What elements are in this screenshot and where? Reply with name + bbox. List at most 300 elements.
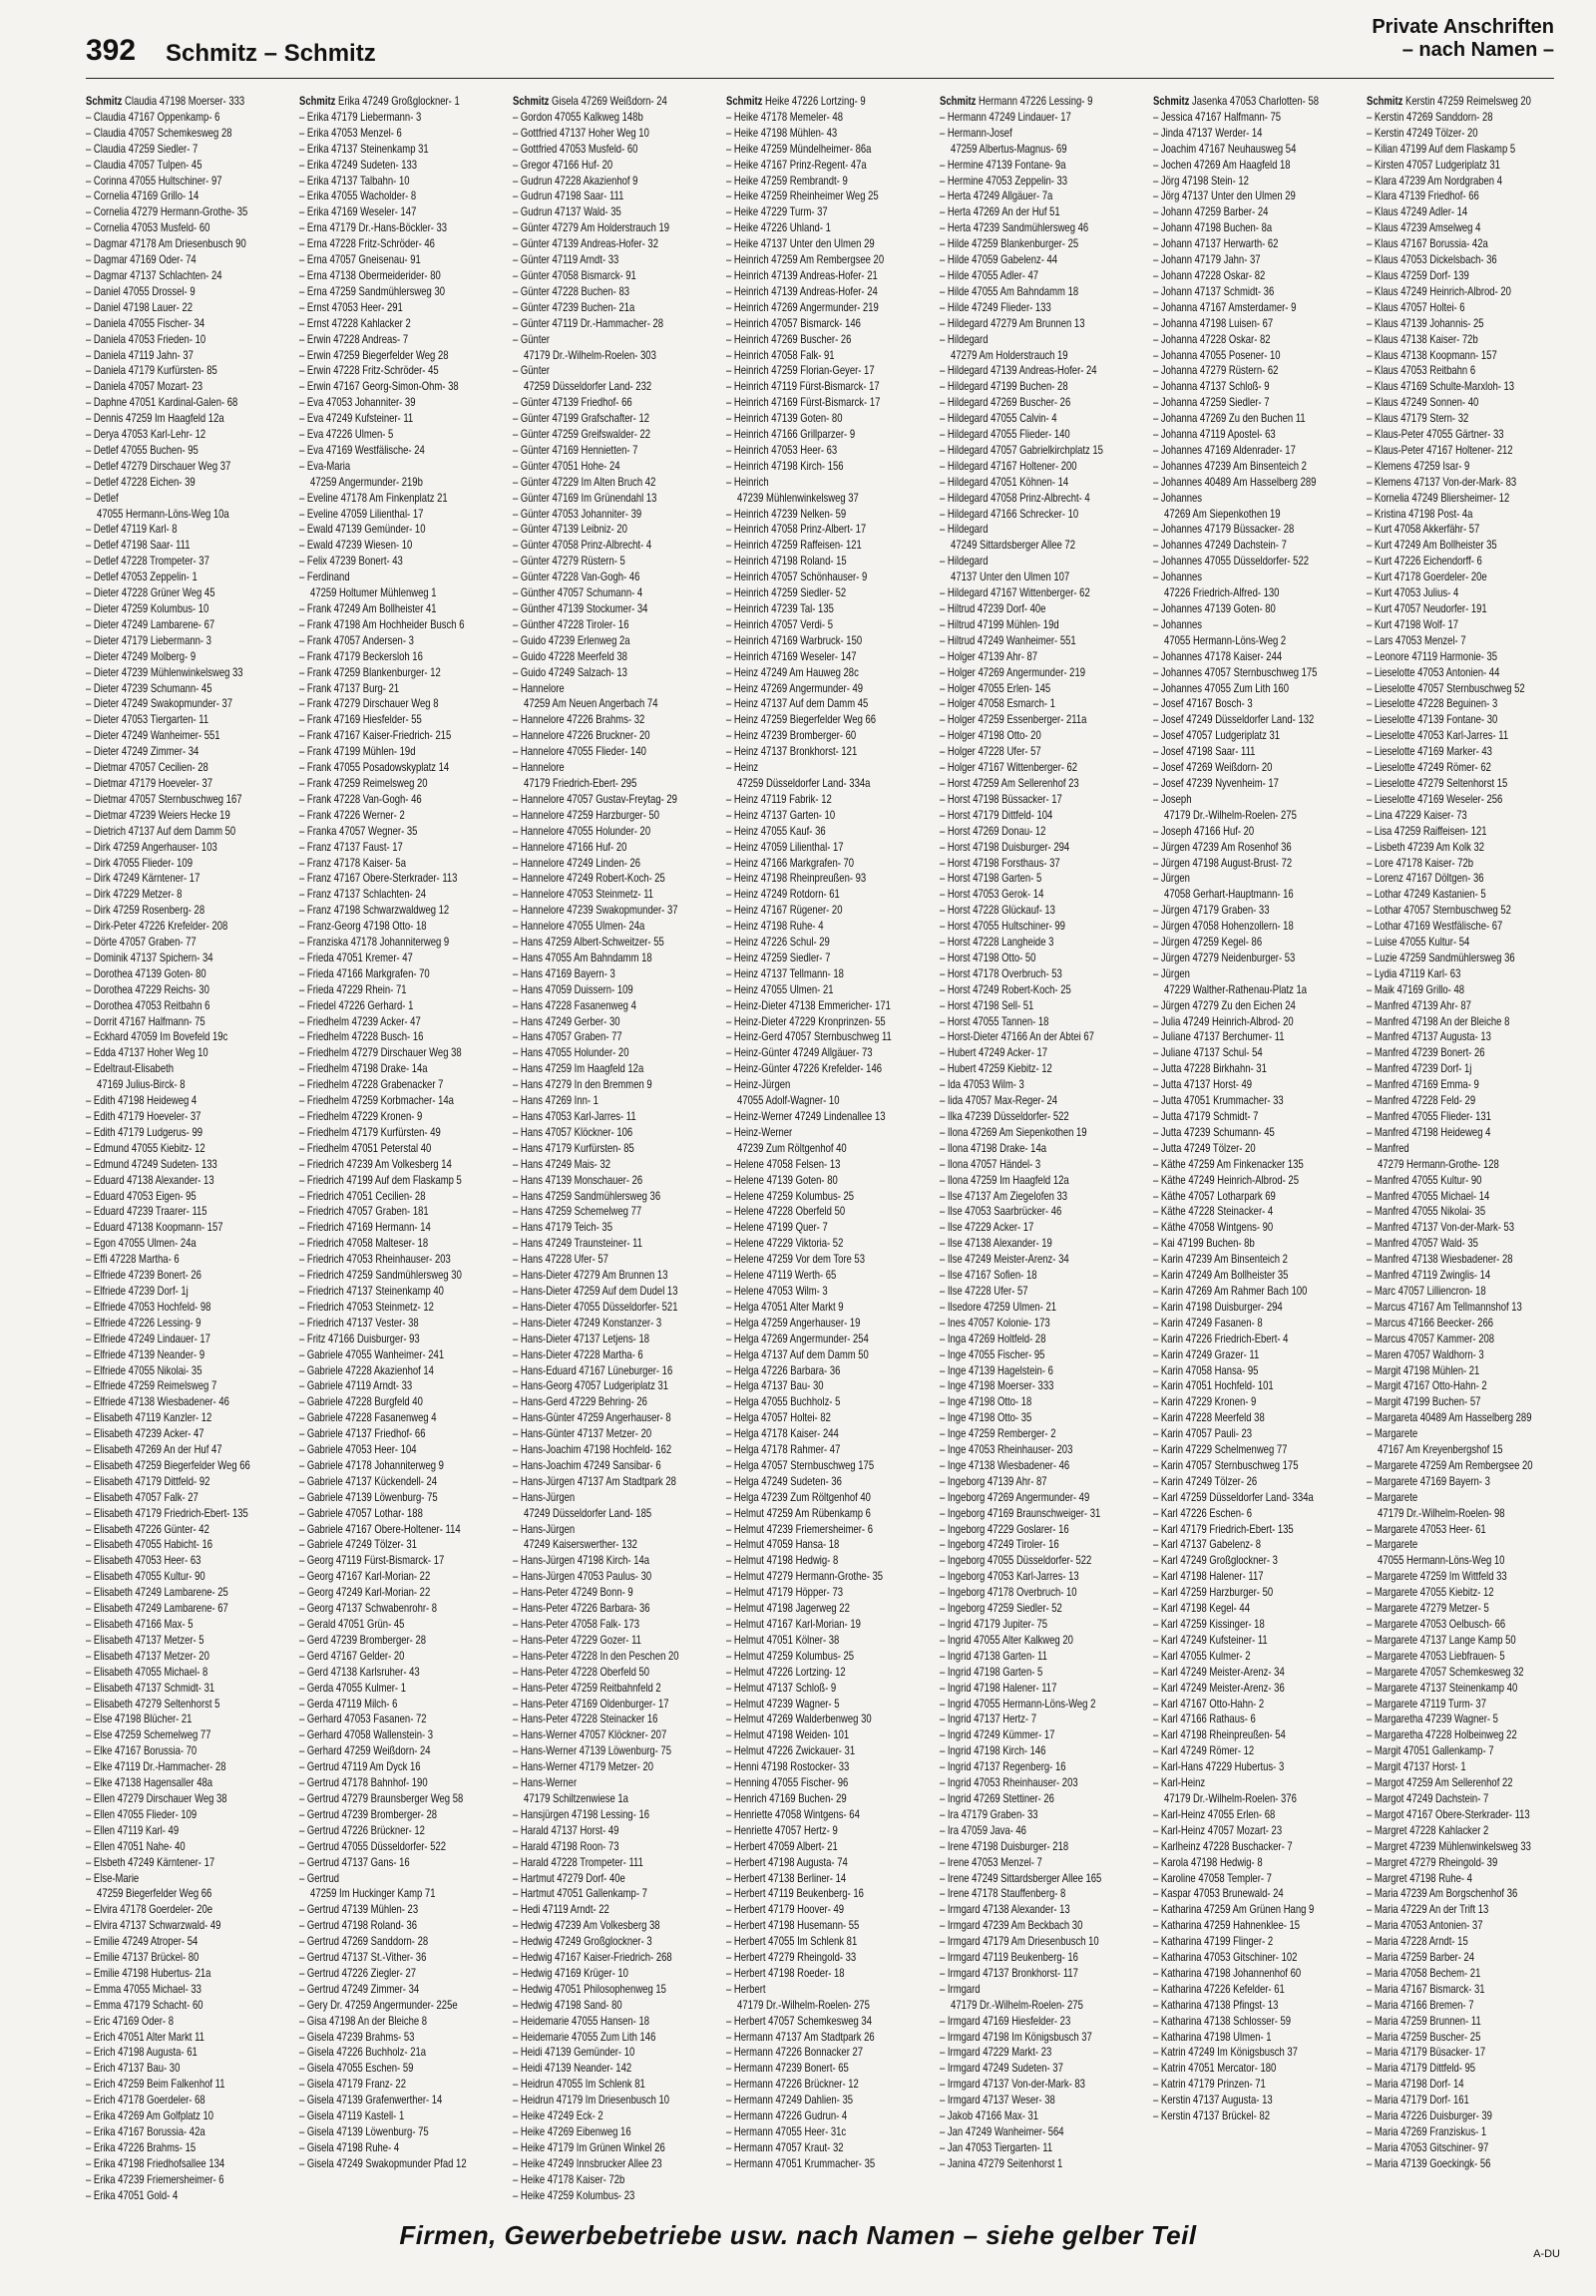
directory-entry xyxy=(726,1125,931,1141)
directory-entry xyxy=(86,1141,290,1157)
directory-entry xyxy=(1153,1934,1358,1950)
entry-text: 47055 Hermann-Löns-Weg 10a xyxy=(97,506,229,521)
directory-entry xyxy=(299,1569,504,1585)
directory-entry xyxy=(1153,903,1358,919)
entry-text: – Manfred 47055 Michael- 14 xyxy=(1367,1188,1490,1203)
entry-text: – Heinrich 47058 Prinz-Albert- 17 xyxy=(726,522,867,537)
directory-entry xyxy=(513,252,717,268)
directory-entry xyxy=(1367,2014,1554,2030)
entry-text: – Maria 47239 Am Borgschenhof 36 xyxy=(1367,1886,1518,1901)
entry-text: – Hans-Peter 47226 Barbara- 36 xyxy=(513,1601,650,1616)
entry-text: – Ingrid 47198 Garten- 5 xyxy=(940,1664,1043,1679)
directory-entry xyxy=(299,617,504,633)
directory-entry xyxy=(299,1998,504,2014)
directory-entry xyxy=(726,808,931,824)
entry-text: – Joseph 47166 Huf- 20 xyxy=(1153,823,1255,838)
entry-text: – Kurt 47058 Akkerfähr- 57 xyxy=(1367,522,1480,537)
directory-entry xyxy=(86,2156,290,2172)
entry-text: – Erich 47051 Alter Markt 11 xyxy=(86,2029,204,2044)
entry-text: – Karin 47269 Am Rahmer Bach 100 xyxy=(1153,1283,1308,1298)
entry-text: – Hermann 47226 Bonnacker 27 xyxy=(726,2045,864,2060)
entry-text: – Georg 47137 Schwabenrohr- 8 xyxy=(299,1601,438,1616)
entry-text: 47179 Dr.-Wilhelm-Roelen- 303 xyxy=(524,347,656,362)
directory-entry xyxy=(1153,236,1358,252)
entry-text: – Ilse 47053 Saarbrücker- 46 xyxy=(940,1204,1062,1219)
entry-text: – Dieter 47249 Zimmer- 34 xyxy=(86,744,200,759)
directory-entry xyxy=(940,1633,1144,1649)
directory-entry xyxy=(513,1966,717,1982)
directory-entry xyxy=(299,856,504,872)
entry-text: – Ingrid 47179 Jupiter- 75 xyxy=(940,1617,1048,1631)
entry-text: – Friedrich 47239 Am Volkesberg 14 xyxy=(299,1156,452,1171)
directory-entry xyxy=(86,1426,290,1442)
directory-entry xyxy=(726,1665,931,1681)
directory-entry xyxy=(940,236,1144,252)
entry-text: – Hans-Dieter 47055 Düsseldorfer- 521 xyxy=(513,1299,678,1314)
entry-text: – Emilie 47137 Brückel- 80 xyxy=(86,1950,200,1965)
entry-text: – Gabriele 47137 Kückendell- 24 xyxy=(299,1473,438,1488)
entry-text: – Hans 47059 Duissern- 109 xyxy=(513,981,633,996)
entry-text: – Hermann 47057 Kraut- 32 xyxy=(726,2139,844,2154)
directory-entry xyxy=(513,491,717,507)
entry-text: – Helene 47259 Kolumbus- 25 xyxy=(726,1188,855,1203)
entry-text: – Katharina 47138 Pfingst- 13 xyxy=(1153,1997,1279,2012)
entry-text: – Elisabeth 47166 Max- 5 xyxy=(86,1617,194,1631)
directory-entry xyxy=(940,824,1144,840)
entry-text: – Johanna 47119 Apostel- 63 xyxy=(1153,427,1276,442)
entry-text: – Günter 47053 Johanniter- 39 xyxy=(513,506,642,521)
directory-entry xyxy=(940,2108,1144,2124)
directory-column-1 xyxy=(86,94,291,2204)
directory-entry xyxy=(1153,1300,1358,1316)
directory-entry xyxy=(726,1569,931,1585)
directory-entry xyxy=(1367,1712,1554,1727)
directory-entry xyxy=(299,1617,504,1633)
entry-text: – Gertrud 47119 Am Dyck 16 xyxy=(299,1759,421,1774)
entry-text: – Edith 47179 Hoeveler- 37 xyxy=(86,1109,201,1123)
entry-text: – Dirk 47229 Metzer- 8 xyxy=(86,887,183,902)
entry-text: – Heike 47179 Im Grünen Winkel 26 xyxy=(513,2139,665,2154)
entry-text: – Jürgen xyxy=(1153,871,1190,886)
entry-text: – Jinda 47137 Werder- 14 xyxy=(1153,125,1263,140)
entry-text: – Elfriede 47138 Wiesbadener- 46 xyxy=(86,1394,229,1409)
entry-text: – Ingrid 47137 Hertz- 7 xyxy=(940,1712,1036,1726)
directory-entry xyxy=(940,1950,1144,1966)
directory-entry xyxy=(1367,2124,1554,2140)
directory-entry xyxy=(1153,491,1358,507)
directory-entry xyxy=(299,158,504,174)
entry-text: – Günter 47228 Buchen- 83 xyxy=(513,283,630,298)
directory-entry xyxy=(1153,2093,1358,2108)
entry-text: – Heinz-Günter 47249 Allgäuer- 73 xyxy=(726,1045,873,1060)
entry-text: – Gery Dr. 47259 Angermunder- 225e xyxy=(299,1997,458,2012)
directory-entry xyxy=(86,1157,290,1173)
directory-entry xyxy=(726,1886,931,1902)
directory-entry xyxy=(299,1426,504,1442)
entry-text: – Karl 47055 Kulmer- 2 xyxy=(1153,1648,1251,1663)
entry-text: – Josef 47249 Düsseldorfer Land- 132 xyxy=(1153,712,1315,727)
entry-text: – Jutta 47239 Schumann- 45 xyxy=(1153,1124,1275,1139)
entry-text: – Frank 47169 Hiesfelder- 55 xyxy=(299,712,422,727)
entry-text: – Heinrich 47139 Andreas-Hofer- 24 xyxy=(726,283,878,298)
entry-text: – Klaus 47249 Adler- 14 xyxy=(1367,204,1468,219)
directory-entry xyxy=(86,411,290,427)
entry-text: – Heinrich 47259 Florian-Geyer- 17 xyxy=(726,363,875,378)
directory-entry xyxy=(1153,1252,1358,1268)
entry-text: – Johannes 40489 Am Hasselberg 289 xyxy=(1153,474,1317,489)
directory-entry xyxy=(513,348,717,364)
entry-text: – Jan 47053 Tiergarten- 11 xyxy=(940,2139,1053,2154)
entry-text: – Hans 47228 Ufer- 57 xyxy=(513,1252,608,1267)
entry-text: – Gabriele 47167 Obere-Holtener- 114 xyxy=(299,1521,461,1536)
directory-entry xyxy=(86,538,290,554)
directory-entry xyxy=(299,1474,504,1490)
directory-entry xyxy=(1153,1791,1358,1807)
directory-entry xyxy=(1153,443,1358,459)
directory-entry xyxy=(1153,681,1358,697)
entry-text: – Eckhard 47059 Im Bovefeld 19c xyxy=(86,1029,228,1044)
directory-entry xyxy=(1153,1141,1358,1157)
entry-text: – Manfred xyxy=(1367,1140,1409,1155)
entry-text: – Klaus-Peter 47167 Holtener- 212 xyxy=(1367,442,1513,457)
entry-text: – Irmgard xyxy=(940,1981,981,1996)
directory-entry xyxy=(726,522,931,538)
directory-entry xyxy=(1153,1363,1358,1379)
directory-entry xyxy=(1367,363,1554,379)
entry-text: – Janina 47279 Seitenhorst 1 xyxy=(940,2155,1063,2170)
directory-entry xyxy=(86,919,290,935)
directory-entry xyxy=(1367,903,1554,919)
directory-entry xyxy=(513,856,717,872)
directory-entry xyxy=(86,1855,290,1871)
directory-entry xyxy=(1367,1125,1554,1141)
entry-text: – Hans-Gerd 47229 Behring- 26 xyxy=(513,1394,647,1409)
directory-entry xyxy=(513,1189,717,1205)
entry-text: – Dietmar 47057 Cecilien- 28 xyxy=(86,760,208,775)
entry-text: – Friedhelm 47179 Kurfürsten- 49 xyxy=(299,1124,441,1139)
directory-entry xyxy=(299,94,504,110)
entry-text: – Herbert 47055 Im Schlenk 81 xyxy=(726,1934,858,1949)
entry-text: – Dietrich 47137 Auf dem Damm 50 xyxy=(86,823,236,838)
entry-text: – Johann 47228 Oskar- 82 xyxy=(1153,267,1266,282)
directory-entry xyxy=(726,601,931,617)
directory-entry xyxy=(1153,1061,1358,1077)
directory-entry xyxy=(1367,110,1554,126)
directory-entry xyxy=(1367,712,1554,728)
directory-entry xyxy=(86,1998,290,2014)
directory-entry xyxy=(726,1300,931,1316)
entry-text: Kerstin 47259 Reimelsweg 20 xyxy=(1404,94,1531,108)
directory-entry xyxy=(1153,142,1358,158)
directory-entry xyxy=(1367,284,1554,300)
entry-text: – Herbert 47198 Augusta- 74 xyxy=(726,1854,848,1869)
entry-text: – Hedwig 47167 Kaiser-Friedrich- 268 xyxy=(513,1950,672,1965)
directory-entry xyxy=(513,776,717,792)
directory-entry xyxy=(940,1173,1144,1189)
entry-text: – Lieselotte 47279 Seltenhorst 15 xyxy=(1367,775,1508,790)
entry-text: – Josef 47269 Weißdorn- 20 xyxy=(1153,760,1273,775)
entry-text: – Karl 47179 Friedrich-Ebert- 135 xyxy=(1153,1521,1294,1536)
entry-text: – Günter 47139 Leibniz- 20 xyxy=(513,522,627,537)
entry-text: 47055 Hermann-Löns-Weg 10 xyxy=(1378,1553,1505,1568)
entry-text: – Heinz-Gerd 47057 Sternbuschweg 11 xyxy=(726,1029,892,1044)
entry-text: 47259 Biegerfelder Weg 66 xyxy=(97,1886,212,1901)
entry-text: – Ingrid 47055 Hermann-Löns-Weg 2 xyxy=(940,1696,1096,1711)
entry-text: – Manfred 47198 Heideweg 4 xyxy=(1367,1124,1491,1139)
directory-entry xyxy=(86,712,290,728)
directory-entry xyxy=(940,1474,1144,1490)
entry-text: – Gertrud 47055 Düsseldorfer- 522 xyxy=(299,1838,447,1853)
directory-entry xyxy=(726,1316,931,1332)
directory-entry xyxy=(513,158,717,174)
directory-entry xyxy=(86,1300,290,1316)
directory-entry xyxy=(513,1791,717,1807)
entry-text: – Maria 47179 Büsacker- 17 xyxy=(1367,2045,1486,2060)
directory-entry xyxy=(940,142,1144,158)
directory-entry xyxy=(940,1363,1144,1379)
entry-text: – Detlef 47119 Karl- 8 xyxy=(86,522,178,537)
directory-entry xyxy=(1153,1474,1358,1490)
directory-entry xyxy=(86,2045,290,2061)
directory-entry xyxy=(1153,1173,1358,1189)
directory-entry xyxy=(1153,728,1358,744)
entry-text: – Corinna 47055 Hultschiner- 97 xyxy=(86,173,222,188)
directory-entry xyxy=(86,2014,290,2030)
directory-entry xyxy=(513,1045,717,1061)
entry-text: – Gottfried 47053 Musfeld- 60 xyxy=(513,141,638,156)
directory-entry xyxy=(299,316,504,332)
entry-text: – Jürgen 47259 Kegel- 86 xyxy=(1153,935,1263,950)
directory-entry xyxy=(86,1284,290,1300)
entry-text: – Kurt 47053 Julius- 4 xyxy=(1367,585,1459,600)
entry-text: – Käthe 47259 Am Finkenacker 135 xyxy=(1153,1156,1304,1171)
directory-entry xyxy=(940,427,1144,443)
entry-text: – Johannes xyxy=(1153,616,1203,631)
directory-entry xyxy=(726,1791,931,1807)
entry-text: – Hans-Peter 47228 Steinacker 16 xyxy=(513,1712,658,1726)
entry-text: – Katharina 47199 Flinger- 2 xyxy=(1153,1934,1274,1949)
directory-entry xyxy=(299,1966,504,1982)
directory-entry xyxy=(299,601,504,617)
directory-entry xyxy=(86,1125,290,1141)
entry-text: – Ilse 47249 Meister-Arenz- 34 xyxy=(940,1252,1069,1267)
directory-entry xyxy=(513,1284,717,1300)
entry-text: – Karl-Hans 47229 Hubertus- 3 xyxy=(1153,1759,1285,1774)
entry-text: – Karin 47249 Am Bollheister 35 xyxy=(1153,1268,1289,1283)
entry-text: – Maria 47226 Duisburger- 39 xyxy=(1367,2108,1492,2123)
directory-entry xyxy=(513,1950,717,1966)
directory-entry xyxy=(1367,1807,1554,1823)
directory-entry xyxy=(726,665,931,681)
entry-text: – Hartmut 47279 Dorf- 40e xyxy=(513,1870,625,1885)
directory-entry xyxy=(86,792,290,808)
entry-text: – Holger 47259 Essenberger- 211a xyxy=(940,712,1087,727)
entry-text: – Günter 47169 Hennietten- 7 xyxy=(513,442,638,457)
entry-text: – Katrin 47249 Im Königsbusch 37 xyxy=(1153,2045,1298,2060)
directory-entry xyxy=(86,1442,290,1458)
directory-entry xyxy=(299,1823,504,1839)
directory-entry xyxy=(513,1807,717,1823)
entry-text: 47259 Am Neuen Angerbach 74 xyxy=(524,696,658,711)
directory-entry xyxy=(513,1378,717,1394)
entry-text: – Margot 47167 Obere-Sterkrader- 113 xyxy=(1367,1806,1530,1821)
directory-entry xyxy=(513,871,717,887)
directory-entry xyxy=(726,1442,931,1458)
directory-entry xyxy=(1153,268,1358,284)
surname-heading: Schmitz xyxy=(940,94,977,108)
entry-text: – Fritz 47166 Duisburger- 93 xyxy=(299,1331,420,1345)
entry-text: – Elisabeth 47137 Schmidt- 31 xyxy=(86,1680,215,1695)
directory-entry xyxy=(86,2077,290,2093)
entry-text: – Holger 47139 Ahr- 87 xyxy=(940,648,1038,663)
entry-text: – Franz 47137 Schlachten- 24 xyxy=(299,887,427,902)
directory-entry xyxy=(940,363,1144,379)
directory-entry xyxy=(513,1426,717,1442)
directory-entry xyxy=(726,1553,931,1569)
entry-text: – Margarete 47169 Bayern- 3 xyxy=(1367,1473,1490,1488)
entry-text: – Helene 47228 Oberfeld 50 xyxy=(726,1204,846,1219)
entry-text: – Karin 47228 Meerfeld 38 xyxy=(1153,1410,1265,1425)
entry-text: – Heike 47178 Memeler- 48 xyxy=(726,109,843,124)
directory-entry xyxy=(513,1569,717,1585)
entry-text: – Erwin 47228 Andreas- 7 xyxy=(299,331,409,346)
directory-entry xyxy=(513,522,717,538)
entry-text: – Heinrich 47169 Fürst-Bismarck- 17 xyxy=(726,395,881,410)
entry-text: – Frieda 47051 Kremer- 47 xyxy=(299,950,413,964)
entry-text: – Hannelore 47057 Gustav-Freytag- 29 xyxy=(513,791,677,806)
entry-text: – Eva-Maria xyxy=(299,458,351,473)
entry-text: – Detlef 47198 Saar- 111 xyxy=(86,538,191,553)
directory-entry xyxy=(1367,1442,1554,1458)
directory-entry xyxy=(726,1204,931,1220)
entry-text: – Horst 47055 Tannen- 18 xyxy=(940,1013,1049,1028)
entry-text: – Herbert 47279 Rheingold- 33 xyxy=(726,1950,857,1965)
directory-entry xyxy=(940,1284,1144,1300)
directory-entry xyxy=(1367,1633,1554,1649)
directory-entry xyxy=(940,332,1144,348)
directory-entry xyxy=(86,507,290,523)
entry-text: – Elisabeth 47137 Metzer- 20 xyxy=(86,1648,209,1663)
directory-column-4 xyxy=(726,94,932,2204)
directory-entry xyxy=(513,459,717,475)
directory-entry xyxy=(1367,348,1554,364)
entry-text: – Helene 47259 Vor dem Tore 53 xyxy=(726,1252,865,1267)
entry-text: – Günter 47279 Rüstern- 5 xyxy=(513,554,625,569)
directory-entry xyxy=(940,554,1144,570)
directory-entry xyxy=(299,1252,504,1268)
entry-text: – Margarete 47053 Heer- 61 xyxy=(1367,1521,1486,1536)
directory-entry xyxy=(726,554,931,570)
entry-text: – Irmgard 47137 Bronkhorst- 117 xyxy=(940,1965,1078,1980)
entry-text: – Gisela 47119 Kastell- 1 xyxy=(299,2108,405,2123)
entry-text: – Johannes 47179 Büssacker- 28 xyxy=(1153,522,1295,537)
entry-text: – Klaus 47053 Reitbahn 6 xyxy=(1367,363,1476,378)
entry-text: – Manfred 47137 Von-der-Mark- 53 xyxy=(1367,1220,1515,1235)
directory-entry xyxy=(726,2156,931,2172)
entry-text: 47239 Zum Röltgenhof 40 xyxy=(737,1140,847,1155)
directory-entry xyxy=(1153,1902,1358,1918)
entry-text: – Ingrid 47053 Rheinhauser- 203 xyxy=(940,1775,1078,1790)
directory-entry xyxy=(86,316,290,332)
directory-entry xyxy=(299,1204,504,1220)
entry-text: – Cornelia 47279 Hermann-Grothe- 35 xyxy=(86,204,248,219)
directory-entry xyxy=(1367,1743,1554,1759)
directory-entry xyxy=(86,1902,290,1918)
directory-entry xyxy=(513,1665,717,1681)
entry-text: – Ingrid 47198 Halener- 117 xyxy=(940,1680,1057,1695)
entry-text: – Hildegard 47057 Gabrielkirchplatz 15 xyxy=(940,442,1103,457)
entry-text: – Hannelore 47055 Holunder- 20 xyxy=(513,823,651,838)
entry-text: – Edith 47179 Ludgerus- 99 xyxy=(86,1124,203,1139)
entry-text: – Irmgard 47179 Am Driesenbusch 10 xyxy=(940,1934,1099,1949)
page-number: 392 xyxy=(86,34,137,67)
directory-entry xyxy=(1367,776,1554,792)
entry-text: – Elke 47119 Dr.-Hammacher- 28 xyxy=(86,1759,226,1774)
entry-text: – Horst 47249 Robert-Koch- 25 xyxy=(940,981,1071,996)
entry-text: – Herbert 47179 Hoover- 49 xyxy=(726,1902,845,1917)
entry-text: – Friedhelm 47198 Drake- 14a xyxy=(299,1061,428,1076)
directory-columns xyxy=(86,94,1554,2204)
entry-text: – Jan 47249 Wanheimer- 564 xyxy=(940,2124,1064,2138)
directory-entry xyxy=(513,110,717,126)
entry-text: – Hans 47179 Teich- 35 xyxy=(513,1220,612,1235)
directory-entry xyxy=(1153,1537,1358,1553)
directory-entry xyxy=(1153,1601,1358,1617)
directory-entry xyxy=(513,174,717,190)
directory-entry xyxy=(299,2061,504,2077)
directory-entry xyxy=(1153,696,1358,712)
directory-entry xyxy=(726,1458,931,1474)
entry-text: – Heinrich 47166 Grillparzer- 9 xyxy=(726,427,856,442)
entry-text: – Karin 47057 Pauli- 23 xyxy=(1153,1426,1253,1441)
directory-entry xyxy=(299,1553,504,1569)
directory-entry xyxy=(940,1394,1144,1410)
entry-text: – Helmut 47179 Höpper- 73 xyxy=(726,1585,843,1600)
directory-entry xyxy=(513,1141,717,1157)
entry-text: – Inge 47139 Hagelstein- 6 xyxy=(940,1362,1053,1377)
directory-entry xyxy=(513,903,717,919)
entry-text: – Hubert 47259 Kiebitz- 12 xyxy=(940,1061,1052,1076)
entry-text: – Heinrich 47198 Kirch- 156 xyxy=(726,458,844,473)
entry-text: – Klaus 47057 Holtei- 6 xyxy=(1367,299,1465,314)
directory-entry xyxy=(513,1617,717,1633)
directory-entry xyxy=(940,887,1144,903)
entry-text: – Ines 47057 Kolonie- 173 xyxy=(940,1315,1050,1330)
entry-text: 47249 Düsseldorfer Land- 185 xyxy=(524,1505,652,1520)
directory-entry xyxy=(1367,236,1554,252)
directory-entry xyxy=(86,1093,290,1109)
directory-entry xyxy=(299,1236,504,1252)
entry-text: – Dieter 47228 Grüner Weg 45 xyxy=(86,585,215,600)
directory-entry xyxy=(299,1886,504,1902)
entry-text: – Hans-Jürgen xyxy=(513,1489,576,1504)
directory-entry xyxy=(1153,1665,1358,1681)
entry-text: – Klaus 47239 Amselweg 4 xyxy=(1367,220,1481,235)
directory-entry xyxy=(513,427,717,443)
directory-entry xyxy=(86,268,290,284)
entry-text: – Heinrich 47259 Raffeisen- 121 xyxy=(726,538,862,553)
directory-entry xyxy=(1153,951,1358,966)
directory-entry xyxy=(1367,1665,1554,1681)
directory-entry xyxy=(940,792,1144,808)
entry-text: – Ernst 47053 Heer- 291 xyxy=(299,299,403,314)
directory-entry xyxy=(86,1712,290,1727)
directory-entry xyxy=(726,1252,931,1268)
directory-entry xyxy=(299,110,504,126)
entry-text: – Dennis 47259 Im Haagfeld 12a xyxy=(86,411,224,426)
entry-text: – Franz 47167 Obere-Sterkrader- 113 xyxy=(299,871,458,886)
entry-text: – Hiltrud 47239 Dorf- 40e xyxy=(940,601,1046,615)
